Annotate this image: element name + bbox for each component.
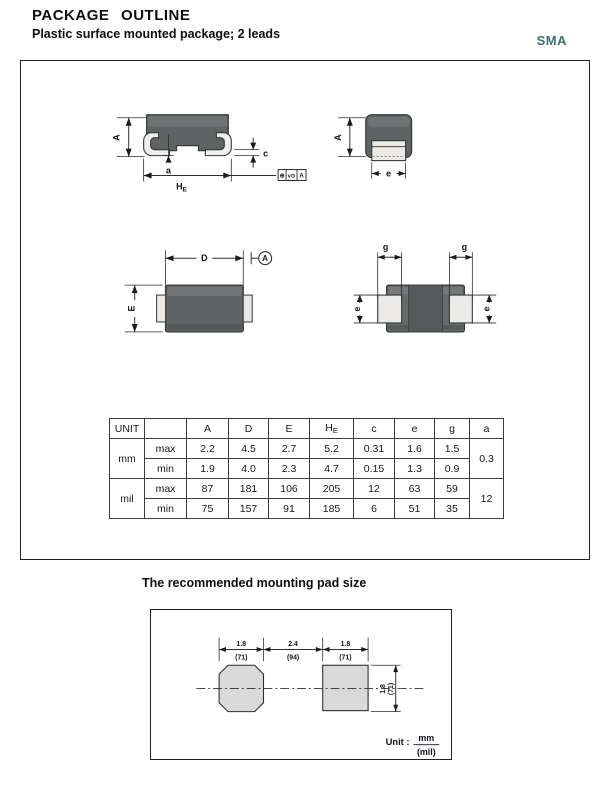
dim-label-a: a	[166, 165, 172, 176]
cell: 5.2	[310, 439, 354, 459]
dim-left-pad-mm: 1.8	[236, 641, 247, 649]
top-view-drawing	[125, 250, 272, 332]
cell: 91	[269, 499, 310, 519]
col-header-e: e	[395, 419, 435, 439]
body-bottom-shade-topview	[168, 324, 242, 330]
cell: 12	[354, 479, 395, 499]
cell: 4.7	[310, 459, 354, 479]
col-header-blank	[145, 419, 187, 439]
dim-right-pad-mil: (71)	[339, 654, 352, 662]
lead-tab-top-right	[243, 295, 252, 322]
body-top-bevel	[148, 116, 228, 127]
datum-label: A	[262, 254, 269, 264]
dim-pad-height-mm: 1.8	[379, 684, 387, 694]
tol-frame-value: v⊙	[287, 173, 296, 180]
table-row	[110, 499, 504, 519]
unit-mil: mil	[110, 479, 145, 519]
cell: 6	[354, 499, 395, 519]
col-header-g: g	[435, 419, 470, 439]
table-row	[110, 479, 504, 499]
cell: 106	[269, 479, 310, 499]
package-outline-box	[20, 60, 590, 560]
cell: 185	[310, 499, 354, 519]
cell-a-mm: 0.3	[470, 439, 504, 479]
cell: 4.5	[229, 439, 269, 459]
cell: 0.9	[435, 459, 470, 479]
col-header-unit: UNIT	[110, 419, 145, 439]
dim-label-A-end: A	[332, 134, 343, 141]
col-header-E: E	[269, 419, 310, 439]
unit-denominator: (mil)	[416, 747, 436, 758]
unit-note	[386, 733, 440, 757]
cell: 4.0	[229, 459, 269, 479]
cell: 1.5	[435, 439, 470, 459]
dim-label-E: E	[126, 305, 137, 312]
cell: 0.15	[354, 459, 395, 479]
row-label: max	[145, 479, 187, 499]
cell: 2.3	[269, 459, 310, 479]
cell: 2.2	[187, 439, 229, 459]
col-header-HE: $H_E$	[310, 419, 354, 439]
datum-flag	[251, 252, 271, 265]
side-view-drawing	[112, 115, 306, 194]
cell: 157	[229, 499, 269, 519]
dim-label-D: D	[201, 253, 208, 264]
col-header-A: A	[187, 419, 229, 439]
dim-label-HE: $H_E$	[176, 181, 187, 194]
col-header-D: D	[229, 419, 269, 439]
cell: 75	[187, 499, 229, 519]
cell: 63	[395, 479, 435, 499]
cell: 181	[229, 479, 269, 499]
table-row	[110, 459, 504, 479]
mounting-pad-right	[323, 665, 368, 710]
body-top-bevel-end	[368, 117, 410, 127]
cell-a-mil: 12	[470, 479, 504, 519]
dim-label-c: c	[263, 148, 269, 159]
dim-gap-mil: (94)	[286, 654, 300, 662]
cell: 0.31	[354, 439, 395, 459]
cell: 1.3	[395, 459, 435, 479]
cell: 51	[395, 499, 435, 519]
tol-frame-datum: A	[299, 173, 304, 180]
dimensions-table	[109, 418, 504, 519]
row-label: min	[145, 499, 187, 519]
lead-tab-top-left	[157, 295, 166, 322]
mounting-pad-title: The recommended mounting pad size	[142, 576, 367, 590]
pad-terminal-right	[449, 295, 472, 323]
dim-left-pad-mil: (71)	[235, 654, 248, 662]
cell: 205	[310, 479, 354, 499]
end-view-drawing	[333, 115, 412, 179]
page-subtitle: Plastic surface mounted package; 2 leads	[32, 27, 281, 41]
cell: 1.9	[187, 459, 229, 479]
cell: 2.7	[269, 439, 310, 459]
cell: 1.6	[395, 439, 435, 459]
dim-pad-height-mil: (71)	[387, 682, 395, 696]
tolerance-frame	[278, 170, 306, 181]
dim-label-A-side: A	[111, 134, 122, 141]
dim-label-g-right: g	[461, 242, 468, 253]
dim-label-e-bottom-left: e	[351, 306, 362, 312]
lead-tab-end	[372, 141, 406, 161]
table-row	[110, 439, 504, 459]
dim-label-e-end: e	[386, 168, 392, 179]
page-title: PACKAGE OUTLINE	[32, 7, 191, 24]
unit-numerator: mm	[418, 733, 435, 744]
mounting-pad-drawing	[151, 610, 451, 759]
unit-label: Unit :	[385, 737, 410, 748]
dim-gap-mm: 2.4	[288, 641, 298, 649]
cell: 59	[435, 479, 470, 499]
dim-label-g-left: g	[382, 242, 389, 253]
package-code: SMA	[536, 33, 567, 48]
col-header-a: a	[470, 419, 504, 439]
cell: 35	[435, 499, 470, 519]
unit-mm: mm	[110, 439, 145, 479]
dim-right-pad-mm: 1.8	[340, 641, 351, 649]
table-header-row	[110, 419, 504, 439]
mounting-pad-box	[150, 609, 452, 760]
tol-frame-symbol: ⊕	[279, 173, 285, 180]
row-label: min	[145, 459, 187, 479]
body-top-bevel-topview	[168, 287, 242, 296]
pad-terminal-left	[378, 295, 402, 323]
dim-label-e-bottom-right: e	[481, 306, 492, 312]
bottom-view-drawing	[352, 242, 496, 332]
col-header-c: c	[354, 419, 395, 439]
row-label: max	[145, 439, 187, 459]
cell: 87	[187, 479, 229, 499]
body-center-block	[409, 285, 443, 332]
